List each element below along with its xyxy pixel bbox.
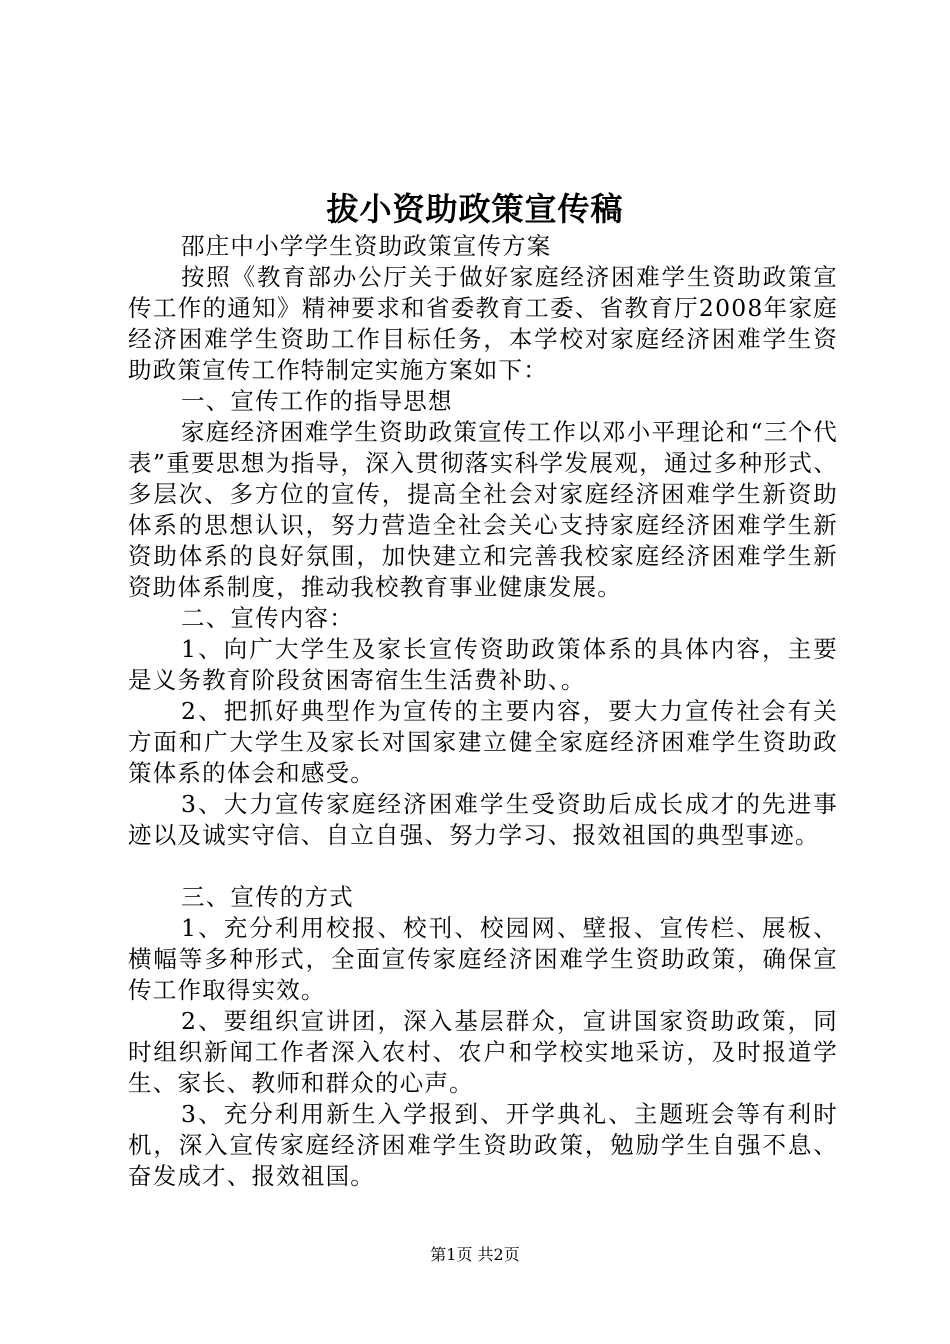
paragraph-method-1: 1、充分利用校报、校刊、校园网、壁报、宣传栏、展板、横幅等多种形式，全面宣传家庭经济困难学生资助政策，确保宣传工作取得实效。 [128, 914, 838, 1004]
document-title: 拔小资助政策宣传稿 [326, 190, 624, 228]
paragraph-intro: 按照《教育部办公厅关于做好家庭经济困难学生资助政策宣传工作的通知》精神要求和省委教育工委、省教育厅2008年家庭经济困难学生资助工作目标任务，本学校对家庭经济困难学生资助政策宣传工作特制定实施方案如下： [128, 263, 838, 384]
paragraph-content-1: 1、向广大学生及家长宣传资助政策体系的具体内容，主要是义务教育阶段贫困寄宿生生活费补助、。 [128, 635, 838, 694]
paragraph-method-2: 2、要组织宣讲团，深入基层群众，宣讲国家资助政策，同时组织新闻工作者深入农村、农户和学校实地采访，及时报道学生、家长、教师和群众的心声。 [128, 1007, 838, 1097]
paragraph-content-3: 3、大力宣传家庭经济困难学生受资助后成长成才的先进事迹以及诚实守信、自立自强、努力学习、报效祖国的典型事迹。 [128, 790, 838, 849]
paragraph-guiding-thought: 家庭经济困难学生资助政策宣传工作以邓小平理论和“三个代表”重要思想为指导，深入贯彻落实科学发展观，通过多种形式、多层次、多方位的宣传，提高全社会对家庭经济困难学生新资助体系的思想认识，努力营造全社会关心支持家庭经济困难学生新资助体系的良好氛围，加快建立和完善我校家庭经济困难学生新资助体系制度，推动我校教育事业健康发展。 [128, 418, 838, 601]
paragraph-content-2: 2、把抓好典型作为宣传的主要内容，要大力宣传社会有关方面和广大学生及家长对国家建立健全家庭经济困难学生资助政策体系的体会和感受。 [128, 697, 838, 787]
paragraph-method-3: 3、充分利用新生入学报到、开学典礼、主题班会等有利时机，深入宣传家庭经济困难学生资助政策，勉励学生自强不息、奋发成才、报效祖国。 [128, 1100, 838, 1190]
blank-line [128, 851, 838, 882]
section-heading-content: 二、宣传内容： [181, 604, 354, 632]
section-heading-guiding-thought: 一、宣传工作的指导思想 [181, 387, 453, 415]
page-footer: 第1页 共2页 [430, 1245, 520, 1264]
document-body [128, 231, 838, 1192]
section-heading-methods: 三、宣传的方式 [181, 883, 354, 911]
paragraph-plan-title: 邵庄中小学学生资助政策宣传方案 [181, 232, 552, 260]
